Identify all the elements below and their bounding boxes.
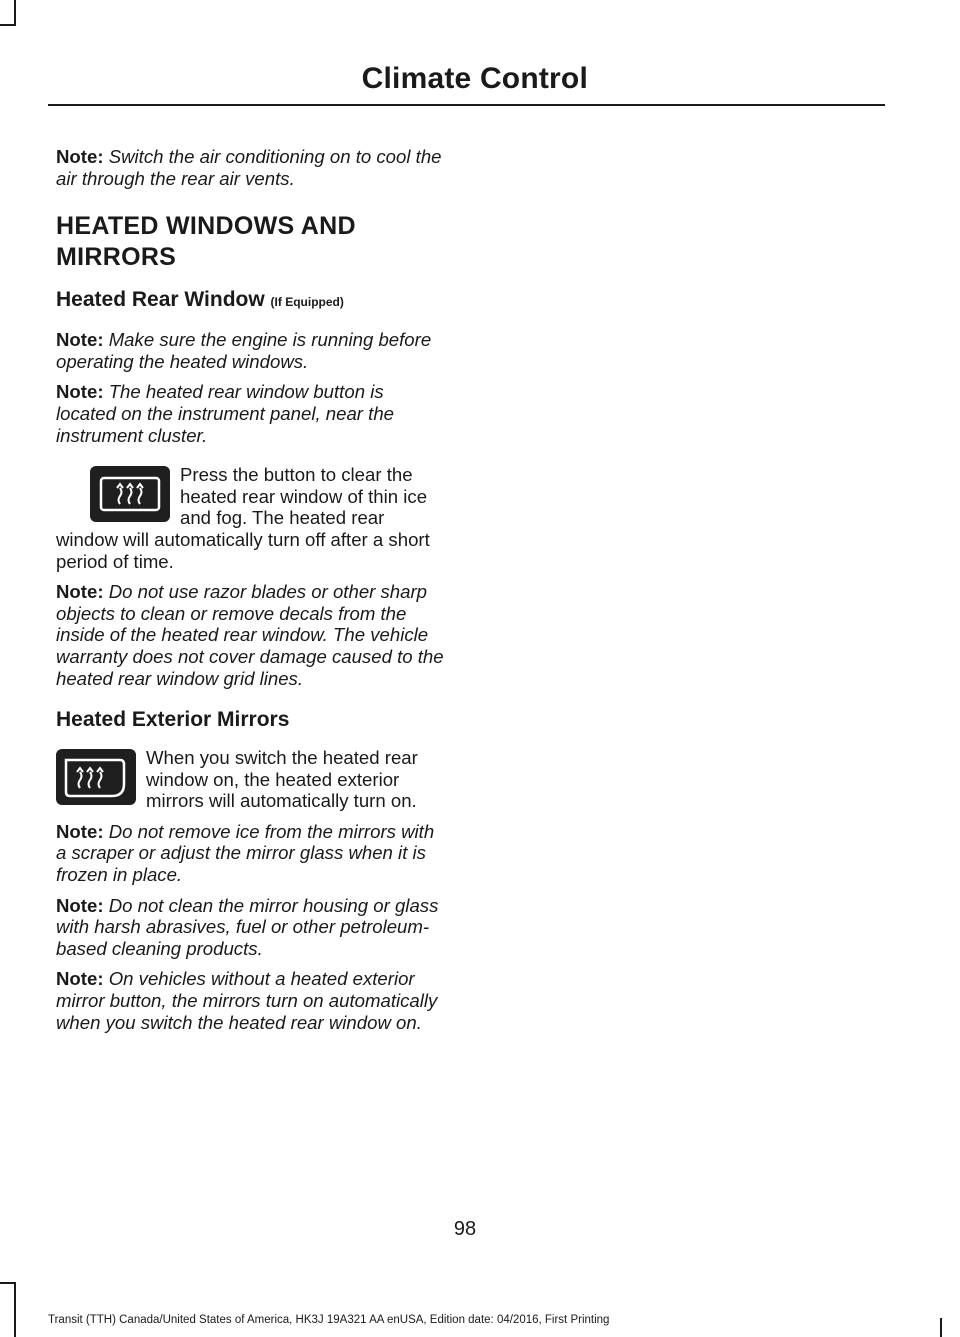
rear-window-note-2: Note: The heated rear window button is located on the instrument panel, near the instrument cluster. xyxy=(56,381,395,446)
mirrors-body: When you switch the heated rear window on, the heated exterior mirrors will automatically turn on. xyxy=(56,747,448,812)
mirrors-note-2: Note: Do not clean the mirror housing or glass with harsh abrasives, fuel or other petroleum-based cleaning products. xyxy=(56,894,439,959)
heated-rear-window-heading: Heated Rear Window (If Equipped) xyxy=(56,288,344,312)
heated-exterior-mirrors-heading: Heated Exterior Mirrors xyxy=(56,708,290,732)
crop-mark-bottom-left-h xyxy=(0,1282,16,1284)
page-header-title: Climate Control xyxy=(361,62,588,95)
crop-mark-top-left xyxy=(14,0,16,26)
rear-window-body: Press the button to clear the heated rear window of thin ice and fog. The heated rear window will automatically turn off after a short period of time. xyxy=(56,464,430,572)
heated-rear-window-icon xyxy=(90,466,170,522)
footer-edition-info: Transit (TTH) Canada/United States of America, HK3J 19A321 AA enUSA, Edition date: 04/2016, First Printing xyxy=(48,1314,610,1326)
mirrors-note-3: Note: On vehicles without a heated exterior mirror button, the mirrors turn on automatically when you switch the heated rear window on. xyxy=(56,968,438,1033)
crop-mark-bottom-left xyxy=(14,1282,16,1337)
mirrors-note-1: Note: Do not remove ice from the mirrors with a scraper or adjust the mirror glass when it is frozen in place. xyxy=(56,820,435,886)
header-divider xyxy=(48,104,885,106)
page-number: 98 xyxy=(453,1218,477,1240)
rear-window-note-1: Note: Make sure the engine is running before operating the heated windows. xyxy=(56,329,432,372)
rear-window-note-3: Note: Do not use razor blades or other sharp objects to clean or remove decals from the inside of the heated rear window. The vehicle warranty does not cover damage caused to the heated rear window grid lines. xyxy=(56,581,444,689)
crop-mark-top-left-h xyxy=(0,24,16,26)
crop-mark-bottom-right xyxy=(940,1318,942,1337)
intro-note: Note: Switch the air conditioning on to cool the air through the rear air vents. xyxy=(56,146,442,189)
section-title: HEATED WINDOWS AND MIRRORS xyxy=(56,212,356,272)
heated-mirror-icon xyxy=(56,749,136,805)
content-column xyxy=(56,146,448,1042)
if-equipped-label: (If Equipped) xyxy=(270,295,344,310)
